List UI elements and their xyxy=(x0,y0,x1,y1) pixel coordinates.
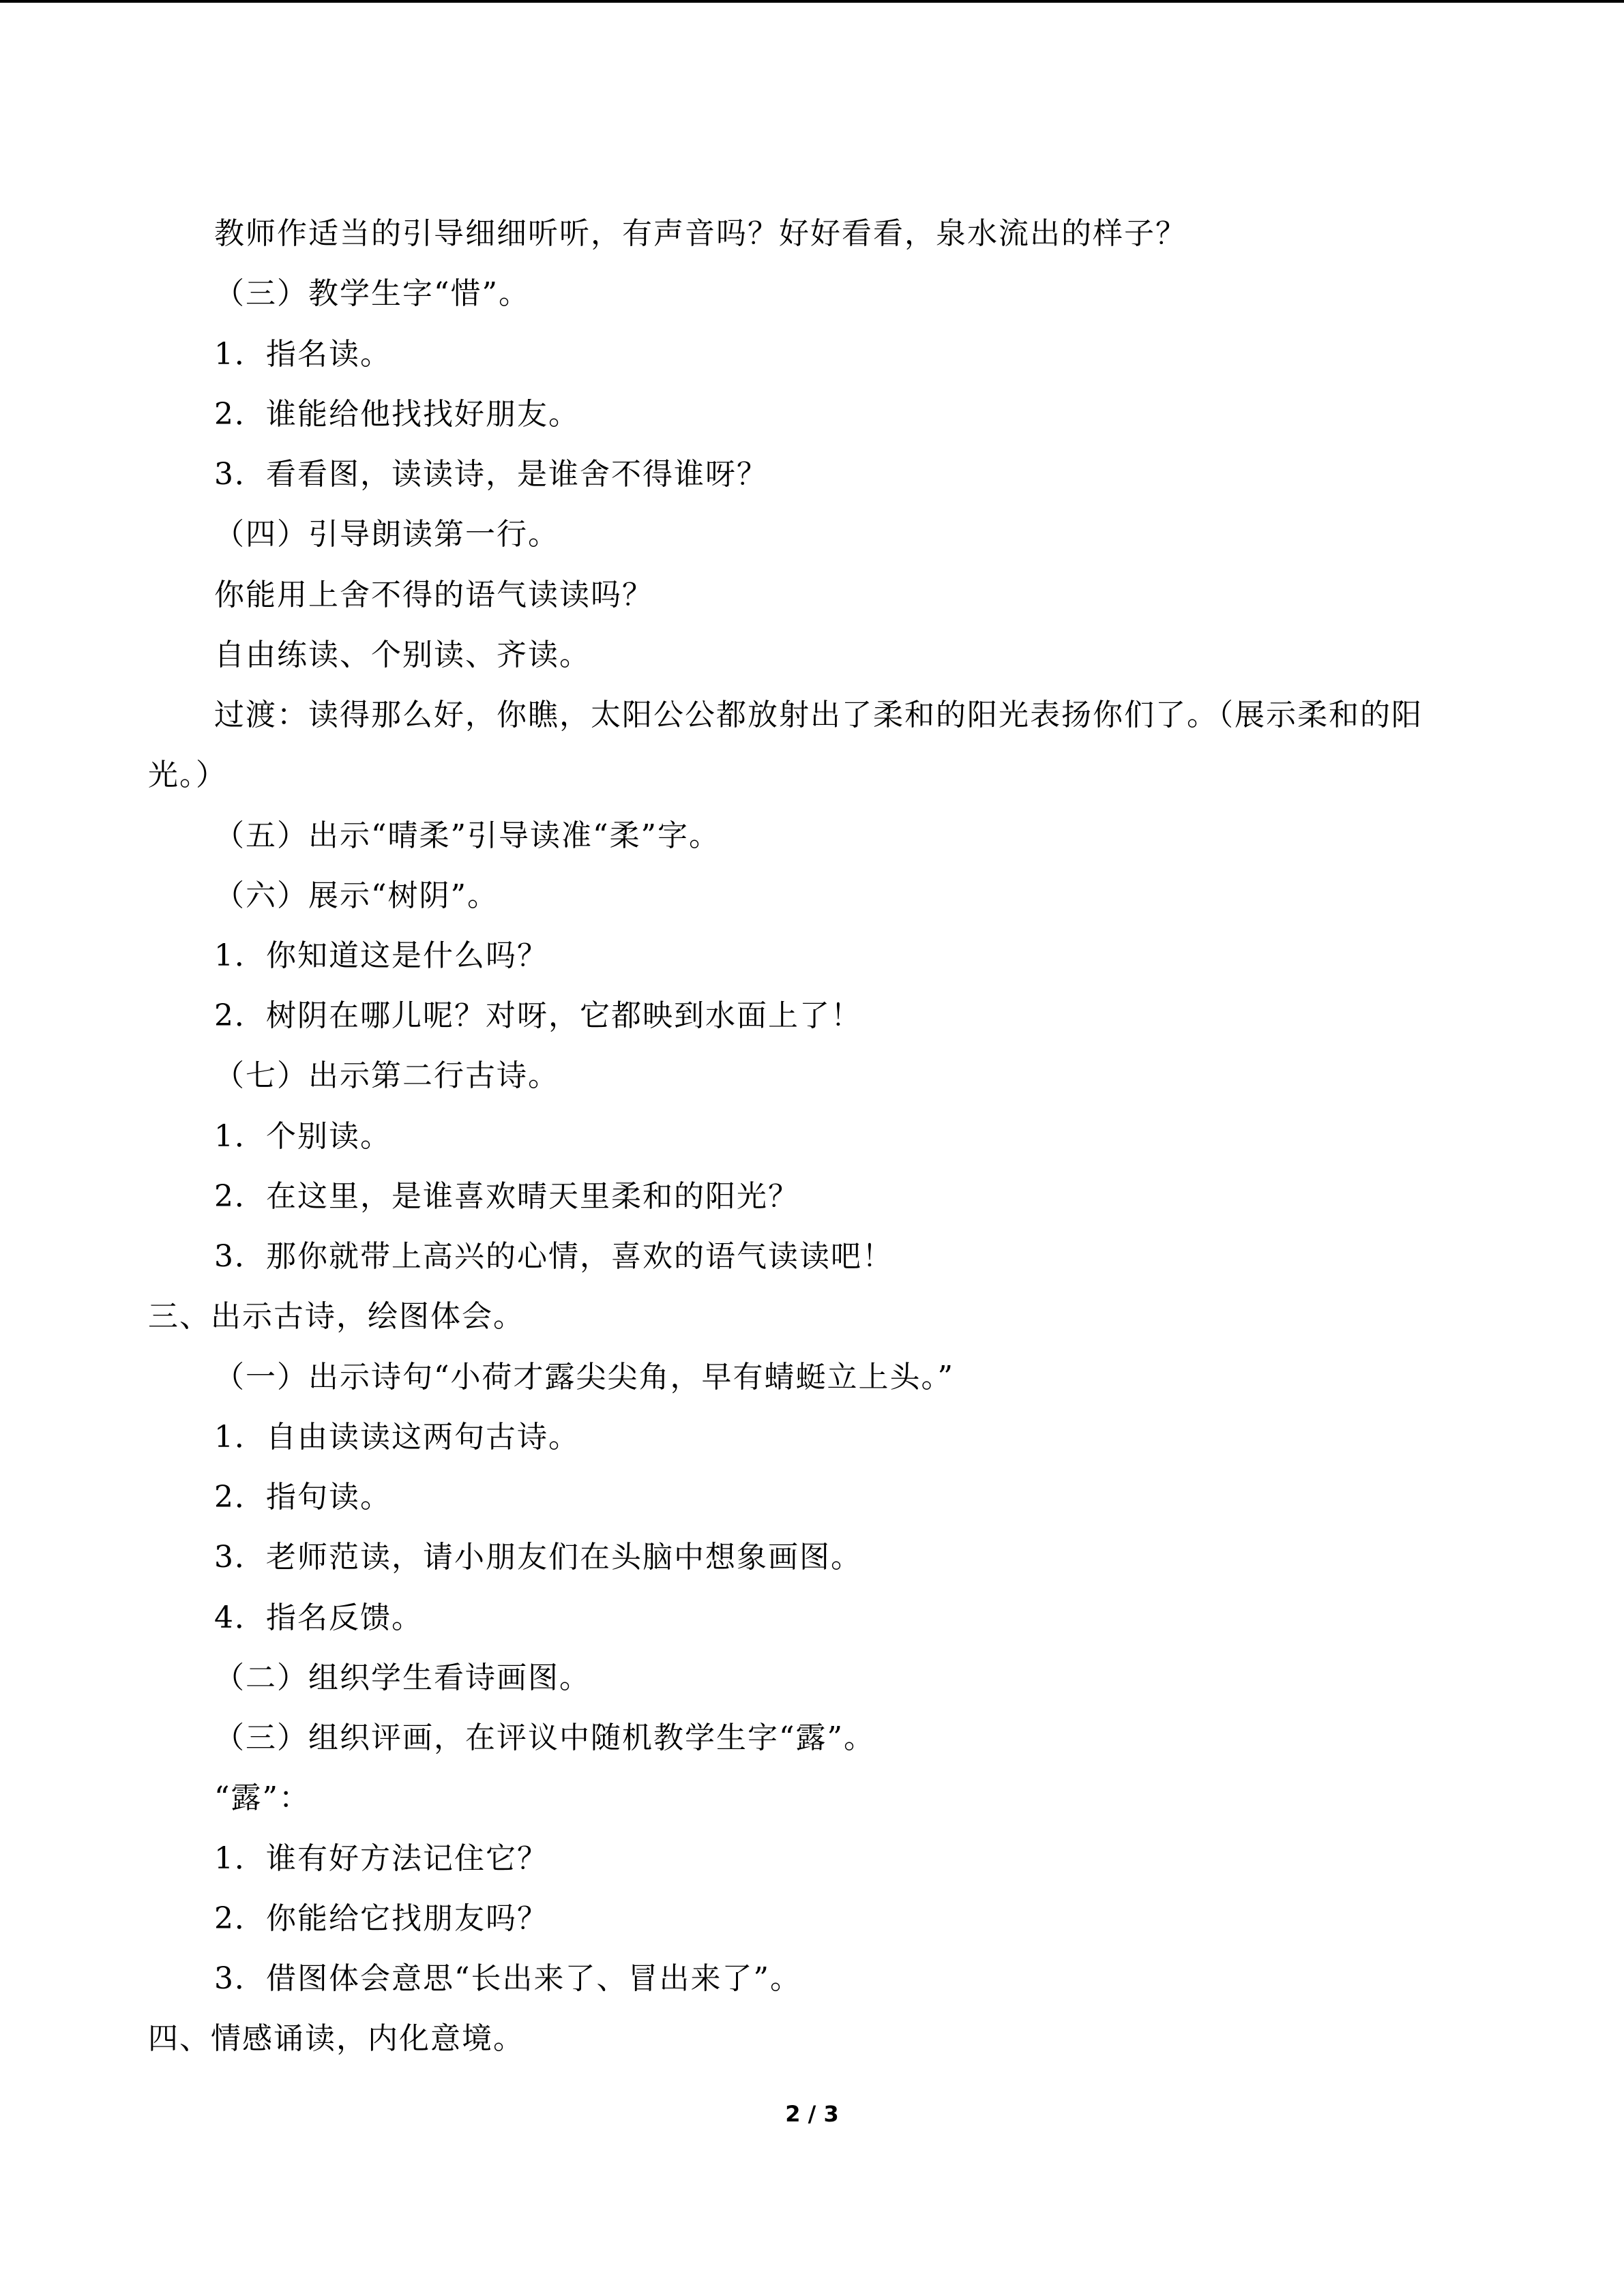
paragraph-line: 你能用上舍不得的语气读读吗？ xyxy=(214,578,653,612)
list-item: 3．借图体会意思“长出来了、冒出来了”。 xyxy=(214,1961,801,1996)
chapter-heading: 三、出示古诗，绘图体会。 xyxy=(148,1299,525,1334)
list-item: 2．在这里，是谁喜欢晴天里柔和的阳光？ xyxy=(214,1179,799,1214)
chapter-heading: 四、情感诵读，内化意境。 xyxy=(148,2021,525,2056)
paragraph-line: 过渡：读得那么好，你瞧，太阳公公都放射出了柔和的阳光表扬你们了。（展示柔和的阳 xyxy=(214,698,1423,732)
section-heading: （四）引导朗读第一行。 xyxy=(214,517,559,552)
section-heading: （三）组织评画，在评议中随机教学生字“露”。 xyxy=(214,1720,875,1755)
list-item: 2．谁能给他找找好朋友。 xyxy=(214,397,580,432)
paragraph-line: 光。） xyxy=(148,758,227,792)
paragraph-line: 教师作适当的引导细细听听，有声音吗？好好看看，泉水流出的样子？ xyxy=(214,216,1187,251)
section-heading: （七）出示第二行古诗。 xyxy=(214,1058,559,1093)
section-heading: （五）出示“晴柔”引导读准“柔”字。 xyxy=(214,818,720,853)
page-number: 2 / 3 xyxy=(785,2101,839,2127)
list-item: 1．个别读。 xyxy=(214,1119,392,1154)
list-item: 3．看看图，读读诗，是谁舍不得谁呀？ xyxy=(214,457,768,492)
paragraph-line: “露”： xyxy=(214,1780,310,1815)
section-heading: （六）展示“树阴”。 xyxy=(214,878,499,913)
section-heading: （一）出示诗句“小荷才露尖尖角，早有蜻蜓立上头。” xyxy=(214,1360,954,1395)
list-item: 2．指句读。 xyxy=(214,1480,392,1515)
list-item: 2．树阴在哪儿呢？对呀，它都映到水面上了！ xyxy=(214,998,862,1033)
list-item: 1．你知道这是什么吗？ xyxy=(214,938,548,973)
list-item: 1．自由读读这两句古诗。 xyxy=(214,1420,580,1455)
list-item: 1．指名读。 xyxy=(214,337,392,372)
paragraph-line: 自由练读、个别读、齐读。 xyxy=(214,638,591,672)
list-item: 1．谁有好方法记住它？ xyxy=(214,1841,548,1876)
list-item: 3．老师范读，请小朋友们在头脑中想象画图。 xyxy=(214,1540,862,1575)
section-heading: （三）教学生字“惜”。 xyxy=(214,276,530,311)
list-item: 3．那你就带上高兴的心情，喜欢的语气读读吧！ xyxy=(214,1239,894,1274)
section-heading: （二）组织学生看诗画图。 xyxy=(214,1660,591,1695)
list-item: 4．指名反馈。 xyxy=(214,1600,423,1635)
list-item: 2．你能给它找朋友吗？ xyxy=(214,1901,548,1936)
